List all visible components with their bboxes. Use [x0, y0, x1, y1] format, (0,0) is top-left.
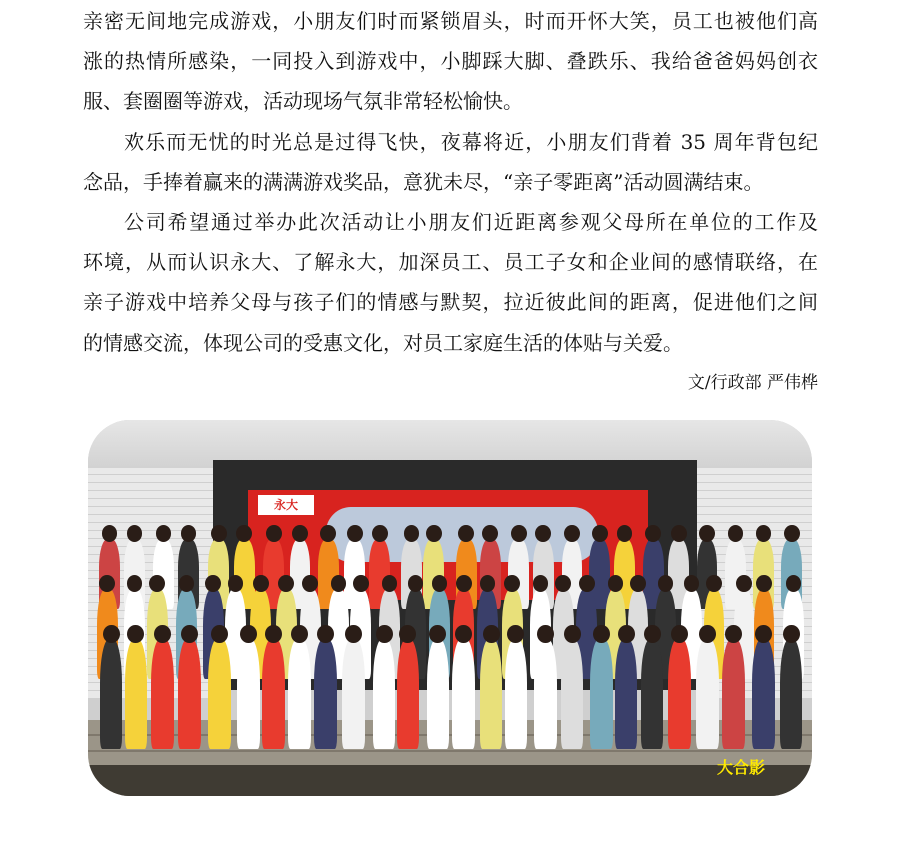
person-head	[482, 525, 498, 542]
person-figure	[505, 639, 527, 749]
person-head	[211, 525, 227, 542]
person-head	[699, 625, 716, 643]
person-head	[376, 625, 393, 643]
person-head	[426, 525, 442, 542]
person-head	[537, 625, 554, 643]
person-figure	[780, 639, 802, 749]
person-head	[555, 575, 571, 592]
person-head	[127, 525, 143, 542]
photo-crowd	[88, 515, 812, 755]
person-head	[236, 525, 252, 542]
person-figure	[342, 639, 364, 749]
person-head	[786, 575, 802, 592]
person-figure	[696, 639, 718, 749]
person-figure	[668, 639, 690, 749]
person-head	[644, 625, 661, 643]
person-head	[103, 625, 120, 643]
person-figure	[641, 639, 663, 749]
person-head	[99, 575, 115, 592]
person-head	[382, 575, 398, 592]
person-head	[617, 525, 633, 542]
person-head	[181, 525, 197, 542]
person-head	[372, 525, 388, 542]
person-head	[564, 525, 580, 542]
person-figure	[590, 639, 612, 749]
person-head	[592, 525, 608, 542]
person-figure	[373, 639, 395, 749]
person-figure	[151, 639, 173, 749]
person-head	[483, 625, 500, 643]
person-head	[756, 525, 772, 542]
person-head	[564, 625, 581, 643]
person-head	[266, 525, 282, 542]
photo-foreground	[88, 765, 812, 796]
person-head	[353, 575, 369, 592]
person-head	[458, 525, 474, 542]
person-head	[706, 575, 722, 592]
person-head	[504, 575, 520, 592]
person-head	[671, 525, 687, 542]
person-head	[728, 525, 744, 542]
person-head	[228, 575, 244, 592]
paragraph-line: 亲密无间地完成游戏，小朋友们时而紧锁眉头，时而开怀大笑，员工也被他们高	[83, 9, 818, 33]
person-head	[658, 575, 674, 592]
person-head	[179, 575, 195, 592]
person-head	[127, 575, 143, 592]
person-head	[347, 525, 363, 542]
group-photo	[88, 420, 812, 796]
person-figure	[288, 639, 310, 749]
person-head	[684, 575, 700, 592]
person-figure	[722, 639, 744, 749]
person-head	[265, 625, 282, 643]
person-figure	[314, 639, 336, 749]
paragraph-line: 欢乐而无忧的时光总是过得飞快，夜幕将近，小朋友们背着 35 周年背包纪	[124, 129, 818, 154]
banner-logo: 永大	[258, 495, 314, 515]
person-figure	[452, 639, 474, 749]
person-head	[645, 525, 661, 542]
paragraph-line: 服、套圈圈等游戏，活动现场气氛非常轻松愉快。	[83, 89, 523, 114]
person-figure	[208, 639, 230, 749]
person-figure	[480, 639, 502, 749]
person-figure	[100, 639, 122, 749]
author-signature: 文/行政部 严伟桦	[687, 372, 818, 393]
person-head	[535, 525, 551, 542]
person-figure	[534, 639, 556, 749]
person-figure	[427, 639, 449, 749]
person-head	[511, 525, 527, 542]
person-head	[784, 525, 800, 542]
person-head	[756, 575, 772, 592]
paragraph-line: 涨的热情所感染，一同投入到游戏中，小脚踩大脚、叠跌乐、我给爸爸妈妈创衣	[83, 49, 818, 74]
person-figure	[262, 639, 284, 749]
person-head	[240, 625, 257, 643]
person-head	[331, 575, 347, 592]
person-figure	[178, 639, 200, 749]
person-head	[205, 575, 221, 592]
person-head	[320, 525, 336, 542]
person-figure	[125, 639, 147, 749]
person-head	[404, 525, 420, 542]
person-head	[278, 575, 294, 592]
paragraph-line: 公司希望通过举办此次活动让小朋友们近距离参观父母所在单位的工作及	[124, 209, 818, 234]
person-head	[156, 525, 172, 542]
person-head	[102, 525, 118, 542]
person-head	[618, 625, 635, 643]
person-head	[292, 525, 308, 542]
person-head	[408, 575, 424, 592]
person-head	[699, 525, 715, 542]
person-head	[181, 625, 198, 643]
person-head	[456, 575, 472, 592]
person-figure	[397, 639, 419, 749]
person-figure	[237, 639, 259, 749]
person-head	[291, 625, 308, 643]
paragraph-line: 亲子游戏中培养父母与孩子们的情感与默契，拉近彼此间的距离，促进他们之间	[83, 290, 818, 315]
photo-caption: 大合影	[717, 758, 766, 777]
person-head	[149, 575, 165, 592]
person-head	[579, 575, 595, 592]
paragraph-line: 环境，从而认识永大、了解永大，加深员工、员工子女和企业间的感情联络，在	[83, 250, 818, 275]
person-head	[253, 575, 269, 592]
paragraph-line: 念品，手捧着赢来的满满游戏奖品，意犹未尽，“亲子零距离”活动圆满结束。	[83, 169, 764, 194]
person-head	[432, 575, 448, 592]
person-head	[317, 625, 334, 643]
person-head	[630, 575, 646, 592]
person-head	[755, 625, 772, 643]
person-head	[154, 625, 171, 643]
person-figure	[752, 639, 774, 749]
person-head	[783, 625, 800, 643]
article-body	[83, 1, 818, 403]
person-head	[211, 625, 228, 643]
person-figure	[615, 639, 637, 749]
person-head	[533, 575, 549, 592]
person-head	[671, 625, 688, 643]
person-figure	[561, 639, 583, 749]
person-head	[736, 575, 752, 592]
paragraph-line: 的情感交流，体现公司的受惠文化，对员工家庭生活的体贴与关爱。	[83, 330, 683, 355]
person-head	[302, 575, 318, 592]
